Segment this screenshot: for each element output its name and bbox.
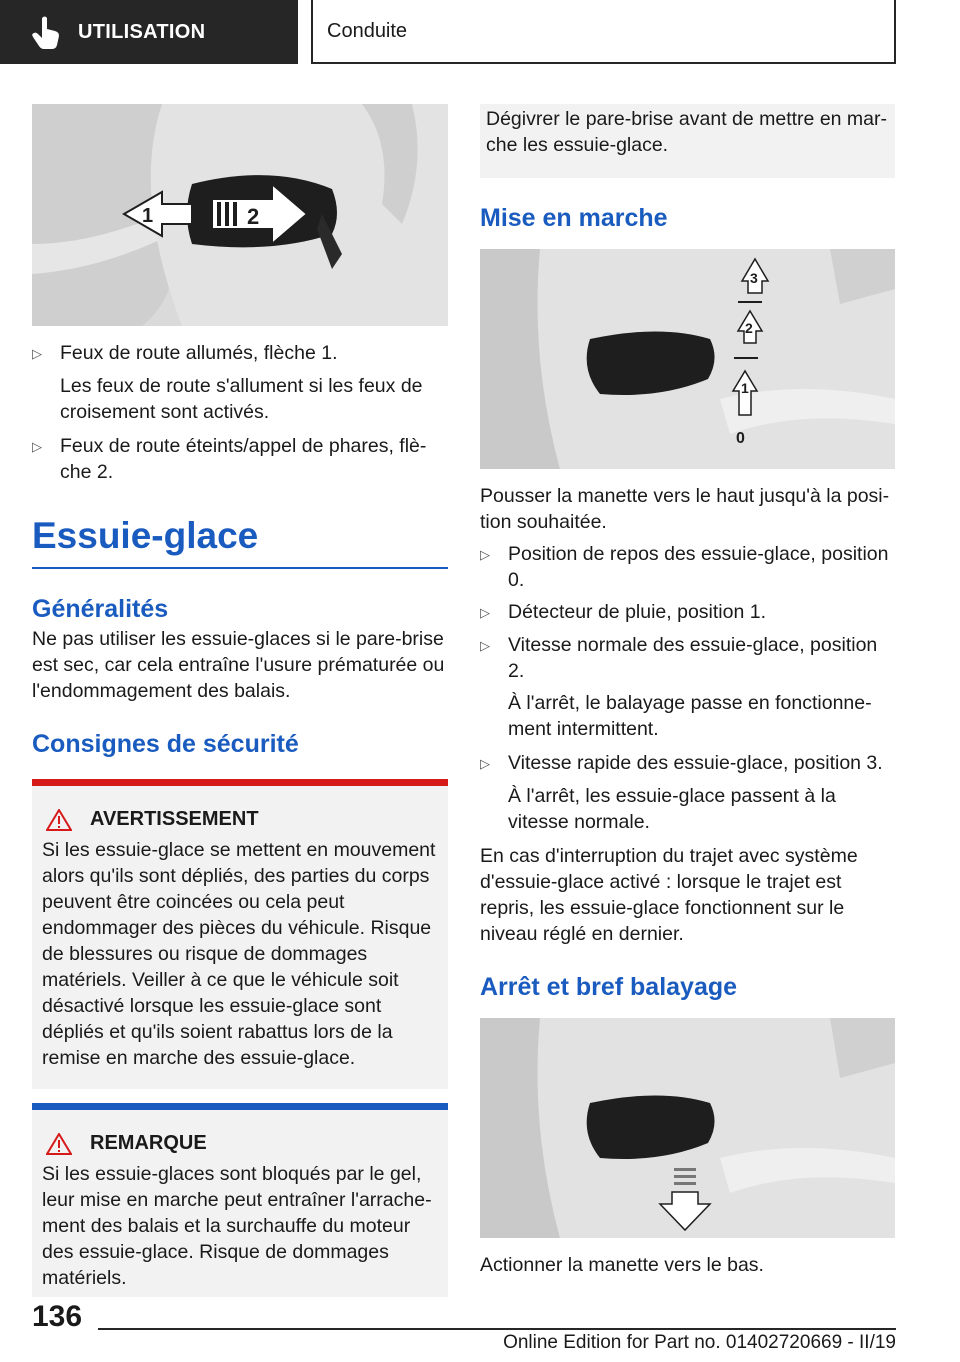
warning-text: Si les essuie-glace se mettent en mouvement alors qu'ils sont dépliés, des parties du corps peuvent être coincées ou cela peut endommager des pièces du véhicule. Risque de blessures ou risque de dommages matériels. Veiller à ce que le véhicule soit désactivé lorsque les essuie-glace sont dépliés et qu'ils soient rabattus lors de la remise en marche des essuie-glace. <box>42 839 436 1069</box>
warning-triangle-icon <box>46 1133 72 1155</box>
edition-note: Online Edition for Part no. 01402720669 - II/19 <box>503 1332 896 1353</box>
triangle-bullet-icon: ▷ <box>480 638 490 653</box>
list-item: ▷ Vitesse rapide des essuie-glace, position 3. <box>480 750 895 777</box>
list-item: ▷ Feux de route allumés, flèche 1. <box>32 340 448 367</box>
section-tab <box>0 0 298 64</box>
footer-divider <box>98 1328 896 1330</box>
svg-text:0: 0 <box>736 430 745 447</box>
section-heading-consignes: Consignes de sécurité <box>32 730 299 758</box>
list-item: ▷ Vitesse normale des essuie-glace, position 2. <box>480 634 878 682</box>
list-item-detail: À l'arrêt, le balayage passe en fonctionnement intermittent. <box>508 692 872 740</box>
section-label: UTILISATION <box>78 20 206 43</box>
arret-text: Actionner la manette vers le bas. <box>480 1254 764 1276</box>
note-title: REMARQUE <box>90 1132 207 1154</box>
triangle-bullet-icon: ▷ <box>480 605 490 620</box>
triangle-bullet-icon: ▷ <box>32 439 42 454</box>
note-text: Si les essuie-glaces sont bloqués par le gel, leur mise en marche peut entraîner l'arrachement des balais et la surchauffe du moteur des essuie-glace. Risque de dommages matériels. <box>42 1163 432 1289</box>
wiper-down-figure <box>480 1018 895 1238</box>
section-heading-mise-en-marche: Mise en marche <box>480 204 668 232</box>
hand-pointer-icon <box>30 14 62 50</box>
defrost-note: Dégivrer le pare-brise avant de mettre en marche les essuie-glace. <box>480 104 895 178</box>
list-item: ▷ Position de repos des essuie-glace, position 0. <box>480 543 889 591</box>
list-item: ▷ Feux de route éteints/appel de phares, flèche 2. <box>32 435 427 483</box>
triangle-bullet-icon: ▷ <box>480 547 490 562</box>
svg-text:2: 2 <box>745 320 753 336</box>
wiper-positions-figure <box>480 249 895 469</box>
list-item: ▷ Détecteur de pluie, position 1. <box>480 599 895 626</box>
warning-triangle-icon <box>46 809 72 831</box>
list-item-detail: À l'arrêt, les essuie-glace passent à la vitesse normale. <box>508 785 836 833</box>
generalites-text: Ne pas utiliser les essuie-glaces si le pare-brise est sec, car cela entraîne l'usure prématurée ou l'endommagement des balais. <box>32 628 445 702</box>
warning-box <box>32 779 448 1089</box>
left-column <box>32 104 448 1297</box>
mise-intro: Pousser la manette vers le haut jusqu'à la position souhaitée. <box>480 485 890 533</box>
svg-text:2: 2 <box>247 204 260 229</box>
svg-text:3: 3 <box>750 270 758 286</box>
headlight-stalk-figure <box>32 104 448 326</box>
triangle-bullet-icon: ▷ <box>32 346 42 361</box>
list-item-detail: Les feux de route s'allument si les feux de croisement sont activés. <box>60 375 423 423</box>
mise-outro: En cas d'interruption du trajet avec système d'essuie-glace activé : lorsque le trajet est repris, les essuie-glace fonctionnent sur le niveau réglé en dernier. <box>480 845 858 945</box>
triangle-bullet-icon: ▷ <box>480 756 490 771</box>
svg-text:1: 1 <box>741 380 749 396</box>
chapter-heading: Essuie-glace <box>32 515 448 569</box>
page-number: 136 <box>32 1300 83 1333</box>
note-box <box>32 1103 448 1297</box>
chapter-title: Conduite <box>311 0 896 64</box>
section-heading-arret: Arrêt et bref balayage <box>480 973 738 1001</box>
section-heading-generalites: Généralités <box>32 595 169 623</box>
right-column <box>480 104 895 1278</box>
warning-title: AVERTISSEMENT <box>90 808 259 830</box>
svg-text:1: 1 <box>142 205 154 227</box>
